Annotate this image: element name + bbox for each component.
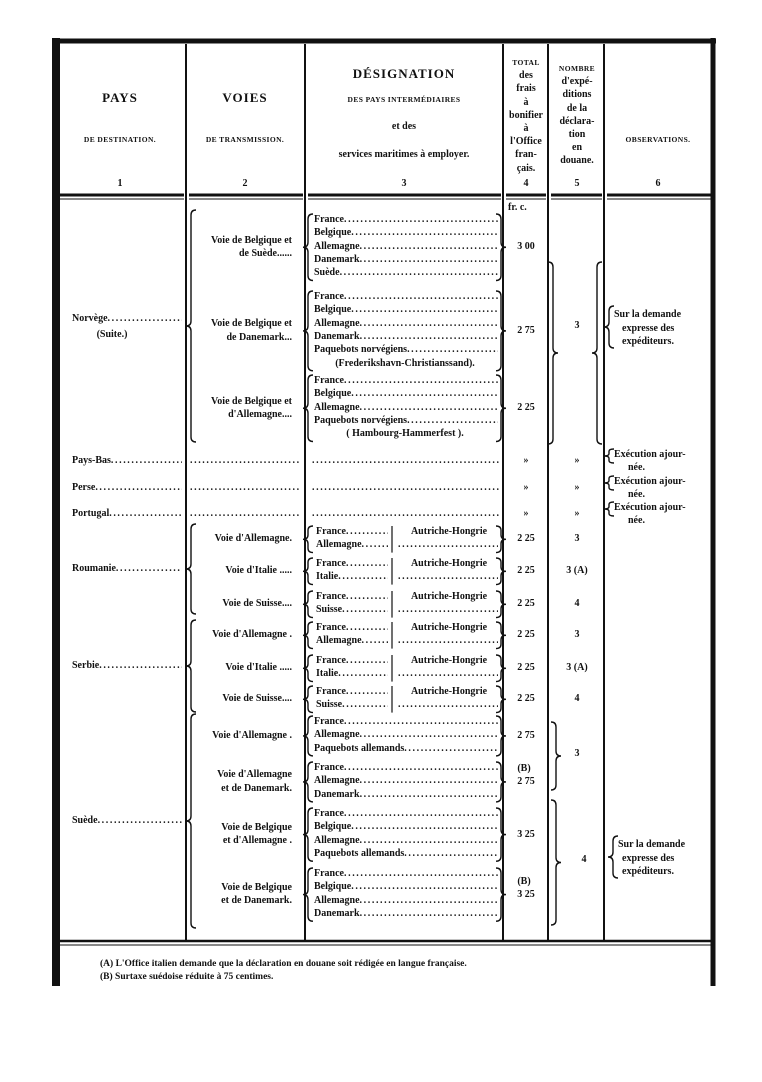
voie-de-transmission: de Danemark...	[226, 331, 292, 343]
dot-leader	[360, 318, 498, 330]
nombre-expeditions: 3 (A)	[566, 565, 588, 577]
dot-leader	[312, 455, 499, 467]
label: Portugal	[72, 508, 110, 519]
designation-country	[314, 267, 498, 279]
designation-transit-country: Autriche-Hongrie	[410, 622, 488, 633]
label: Paquebots allemands	[314, 847, 405, 859]
label: Allemagne	[316, 539, 362, 551]
dot-leader	[362, 539, 388, 551]
designation-country	[316, 604, 388, 616]
total-note-b: (B)	[517, 762, 531, 774]
nombre-expeditions: 4	[581, 854, 587, 865]
designation-country	[314, 254, 498, 266]
dot-leader	[108, 313, 182, 325]
column-number: 5	[574, 178, 580, 189]
dot-leader	[360, 729, 498, 741]
observation-line: née.	[628, 515, 645, 526]
nombre-brace	[592, 262, 602, 444]
designation-country	[314, 743, 498, 755]
dot-leader	[360, 789, 498, 801]
label: France	[316, 558, 346, 569]
label: Suisse	[316, 604, 343, 616]
observation-brace	[604, 502, 614, 516]
designation-country	[314, 835, 498, 847]
nombre-expeditions: »	[574, 455, 580, 466]
designation-country	[316, 571, 388, 583]
nombre-expeditions: 3	[574, 748, 580, 759]
dot-leader	[344, 716, 498, 728]
total-frais: 3 25	[517, 888, 535, 900]
column-number: 2	[242, 178, 248, 189]
voie-de-transmission: et d'Allemagne .	[222, 835, 292, 847]
label: Allemagne	[314, 401, 360, 413]
voie-de-transmission: Voie de Belgique et	[210, 318, 292, 330]
total-frais: 2 75	[517, 775, 535, 787]
total-frais: 3 25	[517, 828, 535, 840]
designation-country	[314, 868, 498, 880]
label: Allemagne	[314, 775, 360, 787]
destination-country	[72, 563, 182, 575]
dot-leader	[360, 331, 498, 343]
label: France	[316, 591, 346, 602]
nombre-expeditions: »	[574, 508, 580, 519]
designation-route-note: (Frederikshavn-Christianssand).	[335, 357, 475, 369]
dot-leader	[190, 482, 300, 494]
designation-country	[314, 388, 498, 400]
voie-de-transmission: de Suède......	[238, 247, 292, 259]
total-frais: 2 25	[517, 662, 535, 674]
voie-group-brace	[186, 210, 196, 442]
label: Paquebots norvégiens	[314, 414, 408, 426]
header-total-line: des	[519, 70, 533, 82]
designation-country	[314, 821, 498, 833]
dot-leader	[404, 743, 498, 755]
total-frais: »	[523, 455, 529, 466]
currency-unit: fr. c.	[508, 202, 527, 213]
designation-country	[314, 214, 498, 226]
label: Perse	[72, 482, 96, 493]
observation-line: expéditeurs.	[622, 866, 674, 877]
voie-de-transmission: Voie de Belgique et	[210, 234, 292, 246]
dot-leader	[346, 526, 388, 538]
header-nombre-line: tion	[568, 129, 586, 140]
dot-leader	[312, 508, 499, 520]
label: Belgique	[314, 304, 352, 316]
designation-country	[314, 881, 498, 893]
label: Pays-Bas	[72, 455, 111, 466]
total-frais: 2 25	[517, 598, 535, 610]
observation-line: Exécution ajour-	[614, 476, 686, 487]
header-total-line: à	[523, 96, 529, 108]
dot-leader	[360, 775, 498, 787]
nombre-expeditions: »	[574, 482, 580, 493]
dot-leader	[344, 375, 498, 387]
designation-country	[314, 241, 498, 253]
dot-leader	[407, 415, 498, 427]
label: Norvège	[72, 313, 108, 324]
destination-country	[72, 815, 182, 827]
designation-dots	[312, 482, 499, 494]
label: Danemark	[314, 330, 360, 342]
designation-country	[314, 729, 498, 741]
label: France	[314, 291, 344, 302]
observation-brace	[604, 476, 614, 490]
voie-de-transmission: Voie de Belgique	[221, 881, 292, 893]
designation-transit-country: Autriche-Hongrie	[410, 591, 488, 602]
label: France	[314, 214, 344, 225]
voie-de-transmission: Voie de Belgique et	[210, 395, 292, 407]
label: Italie	[316, 668, 339, 680]
observation-line: expéditeurs.	[622, 336, 674, 347]
designation-country	[314, 344, 498, 356]
designation-transit-country: Autriche-Hongrie	[410, 686, 488, 697]
header-nombre-line: déclara-	[559, 115, 595, 127]
voie-de-transmission: et de Danemark.	[221, 895, 292, 907]
designation-country	[314, 318, 498, 330]
dot-leader	[360, 895, 498, 907]
label: France	[314, 375, 344, 386]
dot-leader	[398, 635, 498, 647]
designation-dots	[312, 508, 499, 520]
dot-leader	[109, 508, 182, 520]
destination-country	[72, 660, 182, 672]
label: Allemagne	[314, 240, 360, 252]
dot-leader	[351, 304, 498, 316]
designation-dots	[398, 699, 498, 711]
header-designation: DÉSIGNATION	[352, 66, 456, 81]
dot-leader	[360, 254, 498, 266]
total-frais: 2 25	[517, 402, 535, 414]
designation-country	[316, 591, 388, 603]
label: Allemagne	[314, 317, 360, 329]
voie-de-transmission: Voie de Belgique	[221, 821, 292, 833]
header-pays: PAYS	[102, 90, 138, 105]
nombre-expeditions: 3	[574, 629, 580, 641]
destination-suffix: (Suite.)	[96, 329, 128, 340]
observation-line: née.	[628, 489, 645, 500]
voie-de-transmission: Voie d'Italie .....	[225, 565, 292, 577]
dot-leader	[398, 571, 498, 583]
observation-line: expresse des	[622, 852, 675, 864]
designation-country	[316, 558, 388, 570]
designation-country	[314, 291, 498, 303]
dot-leader	[190, 508, 300, 520]
header-total-line: bonifier	[509, 109, 543, 121]
label: France	[316, 526, 346, 537]
label: Italie	[316, 571, 339, 583]
label: Belgique	[314, 388, 352, 400]
designation-country	[316, 622, 388, 634]
total-frais: 2 25	[517, 565, 535, 577]
total-frais: »	[523, 482, 529, 493]
observation-line: Sur la demande	[614, 309, 682, 320]
designation-dots	[398, 571, 498, 583]
designation-country	[316, 699, 388, 711]
footnote: (A) L'Office italien demande que la déclaration en douane soit rédigée en langue française.	[100, 959, 467, 969]
nombre-expeditions: 4	[574, 598, 580, 610]
total-frais: 2 25	[517, 693, 535, 705]
voie-de-transmission: et de Danemark.	[221, 782, 292, 794]
label: France	[314, 762, 344, 773]
designation-route-note: ( Hambourg-Hammerfest ).	[346, 428, 464, 440]
header-nombre-line: de la	[566, 102, 588, 114]
label: Belgique	[314, 881, 352, 893]
voie-dots	[190, 455, 300, 467]
designation-country	[314, 375, 498, 387]
label: France	[316, 655, 346, 666]
voie-de-transmission: Voie d'Allemagne .	[212, 629, 292, 641]
label: Allemagne	[314, 894, 360, 906]
label: France	[316, 686, 346, 697]
total-note-b: (B)	[517, 875, 531, 887]
dot-leader	[95, 482, 182, 494]
column-number: 4	[523, 178, 529, 189]
designation-dots	[398, 604, 498, 616]
nombre-brace	[548, 262, 558, 444]
dot-leader	[340, 267, 498, 279]
voie-de-transmission: Voie de Suisse....	[222, 693, 292, 705]
designation-country	[314, 402, 498, 414]
dot-leader	[360, 908, 498, 920]
observation-line: Exécution ajour-	[614, 449, 686, 460]
total-frais: 2 75	[517, 729, 535, 741]
header-pays-intermediaires: DES PAYS INTERMÉDIAIRES	[347, 95, 461, 104]
label: Roumanie	[72, 563, 116, 574]
nombre-brace	[551, 722, 561, 790]
designation-country	[316, 539, 388, 551]
header-nombre-line: douane.	[560, 155, 594, 167]
designation-country	[314, 762, 498, 774]
dot-leader	[342, 699, 388, 711]
header-total-line: fran-	[515, 149, 537, 161]
designation-dots	[398, 635, 498, 647]
header-total-line: TOTAL	[512, 58, 540, 67]
designation-country	[316, 655, 388, 667]
column-number: 1	[117, 178, 123, 189]
dot-leader	[346, 591, 388, 603]
header-nombre-line: en	[572, 142, 582, 154]
footnote: (B) Surtaxe suédoise réduite à 75 centimes.	[100, 972, 274, 982]
label: Danemark	[314, 907, 360, 919]
dot-leader	[344, 808, 498, 820]
observation-line: née.	[628, 462, 645, 473]
column-number: 6	[655, 178, 661, 189]
voie-de-transmission: d'Allemagne....	[228, 408, 292, 420]
dot-leader	[362, 635, 388, 647]
dot-leader	[398, 668, 498, 680]
label: Paquebots allemands	[314, 742, 405, 754]
label: Danemark	[314, 788, 360, 800]
dot-leader	[351, 881, 498, 893]
label: France	[314, 716, 344, 727]
voie-de-transmission: Voie d'Allemagne.	[214, 533, 292, 545]
label: Allemagne	[314, 834, 360, 846]
dot-leader	[346, 558, 388, 570]
label: Suède	[314, 267, 340, 279]
nombre-expeditions: 4	[574, 693, 580, 705]
designation-country	[316, 668, 388, 680]
column-number: 3	[401, 178, 407, 189]
observation-line: Exécution ajour-	[614, 502, 686, 513]
dot-leader	[312, 482, 499, 494]
total-frais: »	[523, 508, 529, 519]
designation-country	[314, 895, 498, 907]
label: Allemagne	[316, 635, 362, 647]
designation-dots	[398, 668, 498, 680]
designation-country	[314, 808, 498, 820]
designation-transit-country: Autriche-Hongrie	[410, 655, 488, 666]
dot-leader	[398, 604, 498, 616]
destination-country	[72, 455, 182, 467]
dot-leader	[342, 604, 388, 616]
dot-leader	[407, 344, 498, 356]
designation-country	[314, 716, 498, 728]
header-total-line: à	[523, 123, 529, 134]
dot-leader	[338, 668, 388, 680]
observation-brace	[604, 449, 614, 463]
voie-group-brace	[186, 524, 196, 614]
header-total-line: frais	[516, 83, 536, 95]
voie-dots	[190, 482, 300, 494]
dot-leader	[111, 455, 182, 467]
header-nombre-line: d'expé-	[561, 76, 593, 88]
dot-leader	[351, 227, 498, 239]
label: Serbie	[72, 660, 100, 671]
dot-leader	[344, 762, 498, 774]
dot-leader	[190, 455, 300, 467]
label: Belgique	[314, 821, 352, 833]
designation-dots	[312, 455, 499, 467]
dot-leader	[344, 291, 498, 303]
label: France	[314, 868, 344, 879]
dot-leader	[344, 214, 498, 226]
total-frais: 3 00	[517, 241, 535, 253]
header-de-transmission: DE TRANSMISSION.	[205, 135, 285, 144]
label: Suisse	[316, 699, 343, 711]
label: Danemark	[314, 253, 360, 265]
header-services-maritimes: services maritimes à employer.	[338, 149, 470, 160]
label: Suède	[72, 815, 98, 826]
observation-brace	[608, 836, 618, 878]
designation-country	[314, 848, 498, 860]
designation-country	[314, 304, 498, 316]
dot-leader	[360, 402, 498, 414]
voie-dots	[190, 508, 300, 520]
total-frais: 2 25	[517, 533, 535, 545]
header-nombre-line: ditions	[562, 89, 592, 101]
voie-de-transmission: Voie d'Allemagne .	[212, 729, 292, 741]
dot-leader	[360, 241, 498, 253]
header-voies: VOIES	[222, 90, 268, 105]
dot-leader	[346, 655, 388, 667]
nombre-expeditions: 3 (A)	[566, 662, 588, 674]
destination-country	[72, 482, 182, 494]
header-total-line: l'Office	[510, 136, 542, 148]
observation-line: expresse des	[622, 322, 675, 334]
nombre-expeditions: 3	[574, 533, 580, 545]
label: Allemagne	[314, 729, 360, 741]
total-frais: 2 75	[517, 324, 535, 336]
designation-country	[314, 331, 498, 343]
designation-country	[314, 775, 498, 787]
designation-transit-country: Autriche-Hongrie	[410, 558, 488, 569]
label: France	[314, 808, 344, 819]
dot-leader	[346, 622, 388, 634]
designation-country	[314, 227, 498, 239]
dot-leader	[99, 660, 182, 672]
header-nombre-line: NOMBRE	[558, 64, 596, 73]
designation-country	[316, 686, 388, 698]
label: Belgique	[314, 227, 352, 239]
dot-leader	[338, 571, 388, 583]
voie-group-brace	[186, 620, 196, 712]
voie-de-transmission: Voie de Suisse....	[222, 598, 292, 610]
dot-leader	[351, 388, 498, 400]
dot-leader	[346, 686, 388, 698]
header-et-des: et des	[391, 121, 417, 132]
designation-country	[316, 635, 388, 647]
designation-country	[316, 526, 388, 538]
header-de-destination: DE DESTINATION.	[83, 135, 157, 144]
nombre-expeditions: 3	[574, 320, 580, 331]
voie-group-brace	[186, 714, 196, 928]
dot-leader	[398, 539, 498, 551]
dot-leader	[351, 821, 498, 833]
header-total-line: çais.	[516, 162, 536, 174]
dot-leader	[360, 835, 498, 847]
total-frais: 2 25	[517, 629, 535, 641]
dot-leader	[98, 815, 182, 827]
designation-transit-country: Autriche-Hongrie	[410, 526, 488, 537]
dot-leader	[116, 563, 182, 575]
dot-leader	[398, 699, 498, 711]
voie-de-transmission: Voie d'Allemagne	[217, 769, 292, 781]
designation-country	[314, 789, 498, 801]
dot-leader	[344, 868, 498, 880]
designation-country	[314, 415, 498, 427]
dot-leader	[404, 848, 498, 860]
designation-dots	[398, 539, 498, 551]
voie-de-transmission: Voie d'Italie .....	[225, 662, 292, 674]
destination-country	[72, 313, 182, 325]
observation-brace	[604, 306, 614, 348]
observation-line: Sur la demande	[618, 839, 686, 850]
nombre-brace	[551, 800, 561, 925]
label: Paquebots norvégiens	[314, 344, 408, 356]
destination-country	[72, 508, 182, 520]
designation-country	[314, 908, 498, 920]
label: France	[316, 622, 346, 633]
header-observations: OBSERVATIONS.	[625, 135, 691, 144]
